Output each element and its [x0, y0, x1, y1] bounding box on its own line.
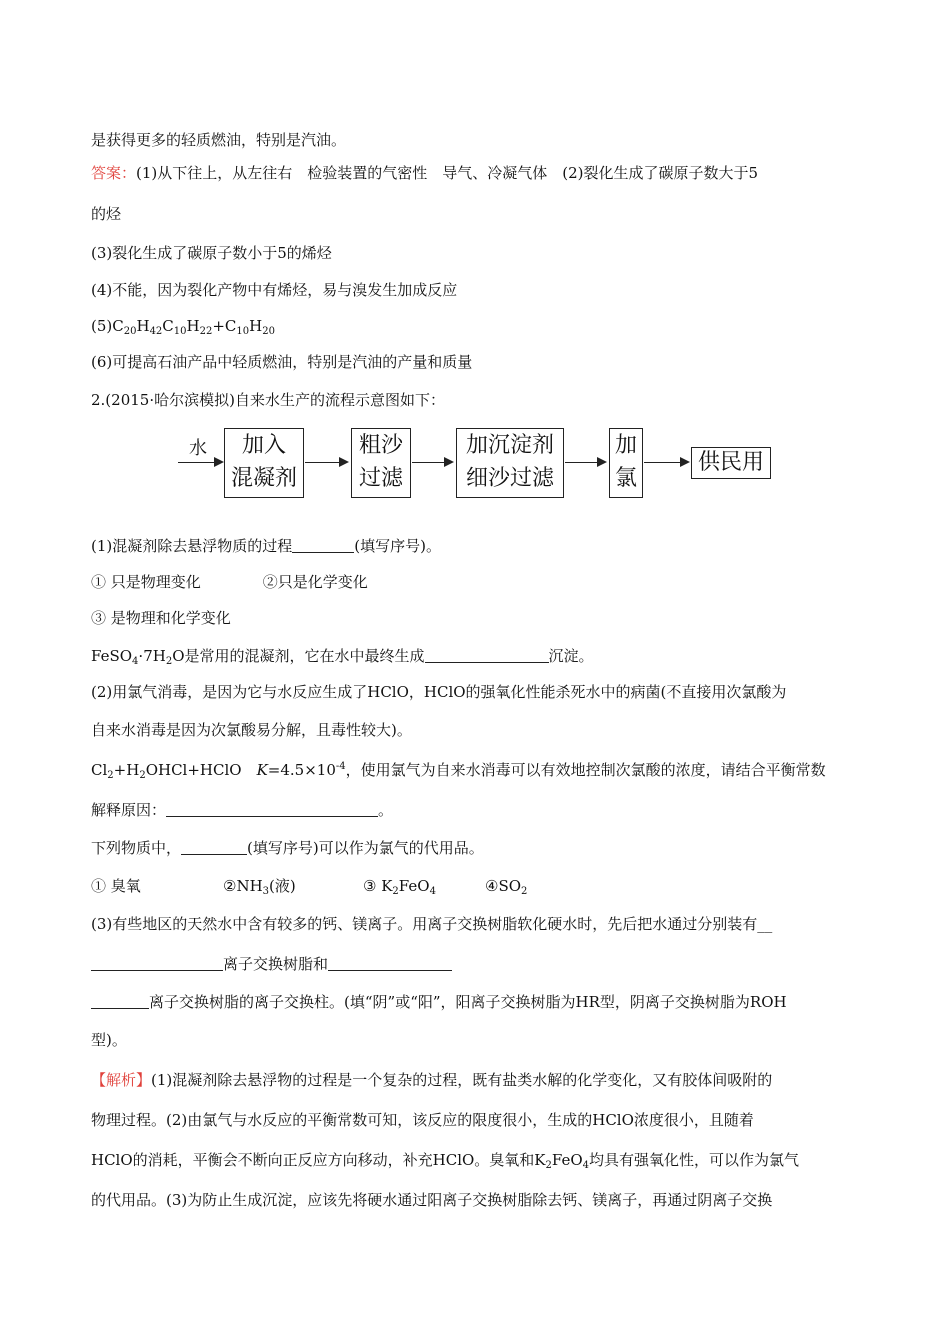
text-line: (2)用氯气消毒，是因为它与水反应生成了HClO，HClO的强氧化性能杀死水中的病菌(不直接用次氯酸为 — [91, 683, 787, 701]
formula-sub: 22 — [199, 326, 213, 337]
option-1: ① 臭氧 — [91, 877, 141, 895]
flow-box-supply — [691, 447, 771, 479]
text-part: 均具有强氧化性，可以作为氯气 — [589, 1151, 800, 1169]
formula-sub: 42 — [149, 326, 163, 337]
text-line: (6)可提高石油产品中轻质燃油，特别是汽油的产量和质量 — [91, 353, 473, 371]
formula-sub: 10 — [236, 326, 250, 337]
flow-arrow — [565, 462, 605, 463]
option-3-part: FeO — [398, 877, 430, 895]
answer-blank[interactable] — [91, 994, 149, 1009]
text-part: (1)混凝剂除去悬浮物质的过程 — [91, 537, 293, 555]
equation-line — [91, 760, 826, 780]
text-line — [91, 954, 452, 974]
formula-part: FeO — [551, 1151, 583, 1169]
formula-sub: 2 — [107, 770, 114, 781]
formula-part: H — [136, 317, 150, 335]
formula-part: ·7H — [138, 647, 166, 665]
answer-blank[interactable] — [292, 538, 354, 553]
flow-box-text: 细沙过滤 — [465, 466, 554, 491]
flow-box-text: 氯 — [614, 466, 637, 491]
formula-part: Cl — [91, 761, 108, 779]
flow-arrow — [305, 462, 347, 463]
formula-part: =4.5×10 — [267, 761, 336, 779]
text-line: (3)裂化生成了碳原子数小于5的烯烃 — [91, 244, 332, 262]
answer-line — [91, 163, 758, 183]
formula-part: H — [249, 317, 263, 335]
text-line — [91, 800, 393, 820]
formula-sub: 2 — [392, 886, 399, 897]
analysis-label: 【解析】 — [91, 1071, 152, 1089]
option-3: ③ K — [363, 877, 393, 895]
formula-sub: 2 — [545, 1160, 552, 1171]
text-line: 的代用品。(3)为防止生成沉淀，应该先将硬水通过阳离子交换树脂除去钙、镁离子，再通过阴离子交换 — [91, 1191, 773, 1209]
formula-part: C — [162, 317, 174, 335]
text-part: 。 — [378, 801, 394, 819]
option-4: ④SO — [485, 877, 522, 895]
text-line: ③ 是物理和化学变化 — [91, 609, 231, 627]
option-2-suffix: (液) — [269, 877, 296, 895]
question-title: 2.(2015·哈尔滨模拟)自来水生产的流程示意图如下： — [91, 391, 445, 409]
formula-part: (5)C — [91, 317, 124, 335]
formula-sub: 2 — [139, 770, 146, 781]
formula-sub: 4 — [132, 656, 139, 667]
text-part: O是常用的混凝剂，它在水中最终生成 — [172, 647, 425, 665]
text-part: 沉淀。 — [548, 647, 594, 665]
formula-sub: 2 — [165, 656, 173, 667]
option-2: ②只是化学变化 — [262, 573, 368, 591]
text-part: 解释原因： — [91, 801, 167, 819]
analysis-line — [91, 1070, 772, 1090]
text-part: 离子交换树脂和 — [223, 955, 329, 973]
answer-blank[interactable] — [181, 840, 247, 855]
formula-sub: 4 — [429, 886, 436, 897]
text-part: ，使用氯气为自来水消毒可以有效地控制次氯酸的浓度，请结合平衡常数 — [345, 761, 826, 779]
answer-label: 答案： — [91, 164, 137, 182]
flow-input-label: 水 — [189, 438, 207, 459]
flow-box-text: 混凝剂 — [230, 466, 297, 491]
equilibrium-constant: K — [256, 761, 268, 779]
flow-box-coagulant — [224, 428, 304, 498]
flow-box-text: 加入 — [241, 433, 286, 458]
text-line: 物理过程。(2)由氯气与水反应的平衡常数可知，该反应的限度很小，生成的HClO浓度很小，且随着 — [91, 1111, 754, 1129]
text-line — [91, 536, 441, 556]
text-line — [91, 992, 787, 1012]
answer-blank[interactable] — [425, 648, 549, 663]
formula-line — [91, 316, 275, 336]
formula-sub: 20 — [123, 326, 137, 337]
formula-sub: 2 — [521, 886, 528, 897]
text-line — [91, 646, 594, 666]
text-line — [91, 838, 484, 858]
flow-box-text: 加 — [614, 433, 637, 458]
text-line: 是获得更多的轻质燃油，特别是汽油。 — [91, 131, 347, 149]
flow-arrow — [412, 462, 452, 463]
options-line — [91, 876, 527, 896]
flow-box-chlorine — [609, 428, 643, 498]
formula-sub: 3 — [262, 886, 270, 897]
formula-part: FeSO — [91, 647, 133, 665]
option-1: ① 只是物理变化 — [91, 573, 201, 591]
formula-part: H — [186, 317, 200, 335]
flow-arrow — [644, 462, 688, 463]
text-line: (3)有些地区的天然水中含有较多的钙、镁离子。用离子交换树脂软化硬水时，先后把水通过分别装有__ — [91, 915, 773, 933]
flow-box-coarse-sand — [351, 428, 411, 498]
formula-sup: -4 — [335, 761, 346, 772]
text-line: 型)。 — [91, 1031, 127, 1049]
flow-box-text: 加沉淀剂 — [465, 433, 554, 458]
flow-arrow — [178, 462, 222, 463]
formula-sub: 4 — [582, 1160, 590, 1171]
formula-sub: 10 — [173, 326, 187, 337]
text-part: (填写序号)可以作为氯气的代用品。 — [247, 839, 484, 857]
flow-box-text: 过滤 — [358, 466, 403, 491]
flow-box-precipitant — [456, 428, 564, 498]
options-line — [91, 572, 368, 592]
formula-part: +H — [113, 761, 140, 779]
text-line: 自来水消毒是因为次氯酸易分解，且毒性较大)。 — [91, 721, 412, 739]
text-line — [91, 1150, 799, 1170]
text-part: HClO的消耗，平衡会不断向正反应方向移动，补充HClO。臭氧和K — [91, 1151, 546, 1169]
answer-blank[interactable] — [328, 956, 452, 971]
answer-blank[interactable] — [166, 802, 378, 817]
text-line: (4)不能，因为裂化产物中有烯烃，易与溴发生加成反应 — [91, 281, 458, 299]
formula-sub: 20 — [262, 326, 275, 337]
option-2: ②NH — [223, 877, 263, 895]
formula-part: OHCl+HClO — [145, 761, 257, 779]
answer-blank[interactable] — [91, 956, 223, 971]
flow-box-text: 供民用 — [697, 450, 764, 475]
text-part: 离子交换树脂的离子交换柱。(填“阴”或“阳”，阳离子交换树脂为HR型，阴离子交换树脂为ROH — [149, 993, 787, 1011]
formula-part: +C — [212, 317, 237, 335]
answer-text: (1)从下往上，从左往右 检验装置的气密性 导气、冷凝气体 (2)裂化生成了碳原子数大于5 — [136, 164, 759, 182]
text-part: 下列物质中， — [91, 839, 182, 857]
flow-box-text: 粗沙 — [358, 433, 403, 458]
text-line: 的烃 — [91, 205, 122, 223]
analysis-text: (1)混凝剂除去悬浮物的过程是一个复杂的过程，既有盐类水解的化学变化，又有胶体间吸附的 — [151, 1071, 773, 1089]
text-part: (填写序号)。 — [354, 537, 441, 555]
